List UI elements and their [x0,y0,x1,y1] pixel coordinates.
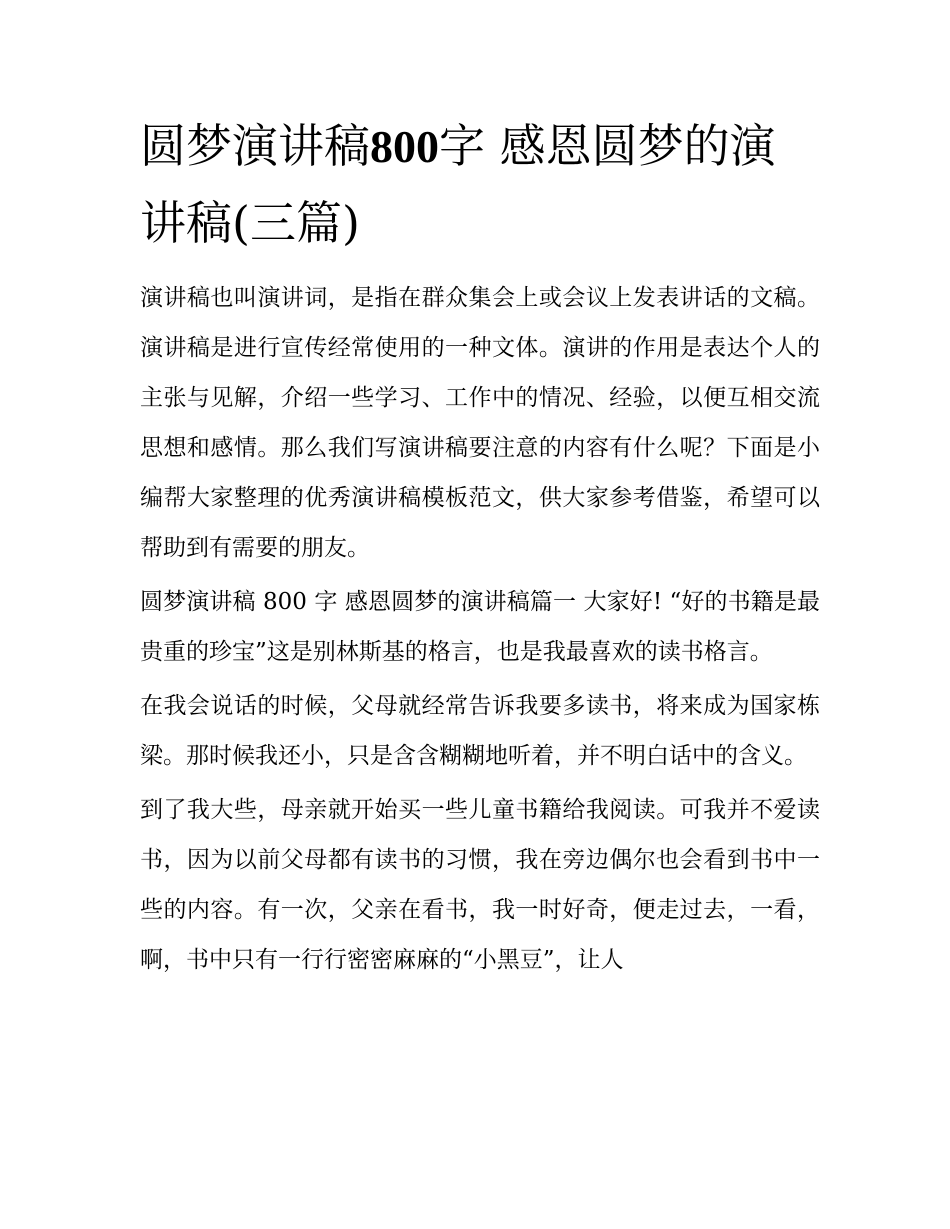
document-title [140,108,820,261]
paragraph-intro: 演讲稿也叫演讲词，是指在群众集会上或会议上发表讲话的文稿。演讲稿是进行宣传经常使用的一种文体。演讲的作用是表达个人的主张与见解，介绍一些学习、工作中的情况、经验，以便互相交流思想和感情。那么我们写演讲稿要注意的内容有什么呢？下面是小编帮大家整理的优秀演讲稿模板范文，供大家参考借鉴，希望可以帮助到有需要的朋友。 [140,285,820,561]
title-number: 800 [370,121,439,172]
title-text-end: 字 感恩圆梦的演讲稿(三篇) [140,119,776,250]
paragraph-opening: 圆梦演讲稿 800 字 感恩圆梦的演讲稿篇一 大家好! “好的书籍是最贵重的珍宝”这是别林斯基的格言，也是我最喜欢的读书格言。 [140,589,820,665]
title-text-start: 圆梦演讲稿 [140,119,370,173]
paragraph-childhood: 在我会说话的时候，父母就经常告诉我要多读书，将来成为国家栋梁。那时候我还小，只是含含糊糊地听着，并不明白话中的含义。 [140,693,820,769]
paragraph-reading: 到了我大些，母亲就开始买一些儿童书籍给我阅读。可我并不爱读书，因为以前父母都有读书的习惯，我在旁边偶尔也会看到书中一些的内容。有一次，父亲在看书，我一时好奇，便走过去，一看，啊，书中只有一行行密密麻麻的“小黑豆”，让人 [140,797,820,973]
document-content [140,108,820,989]
document-body [140,273,820,985]
